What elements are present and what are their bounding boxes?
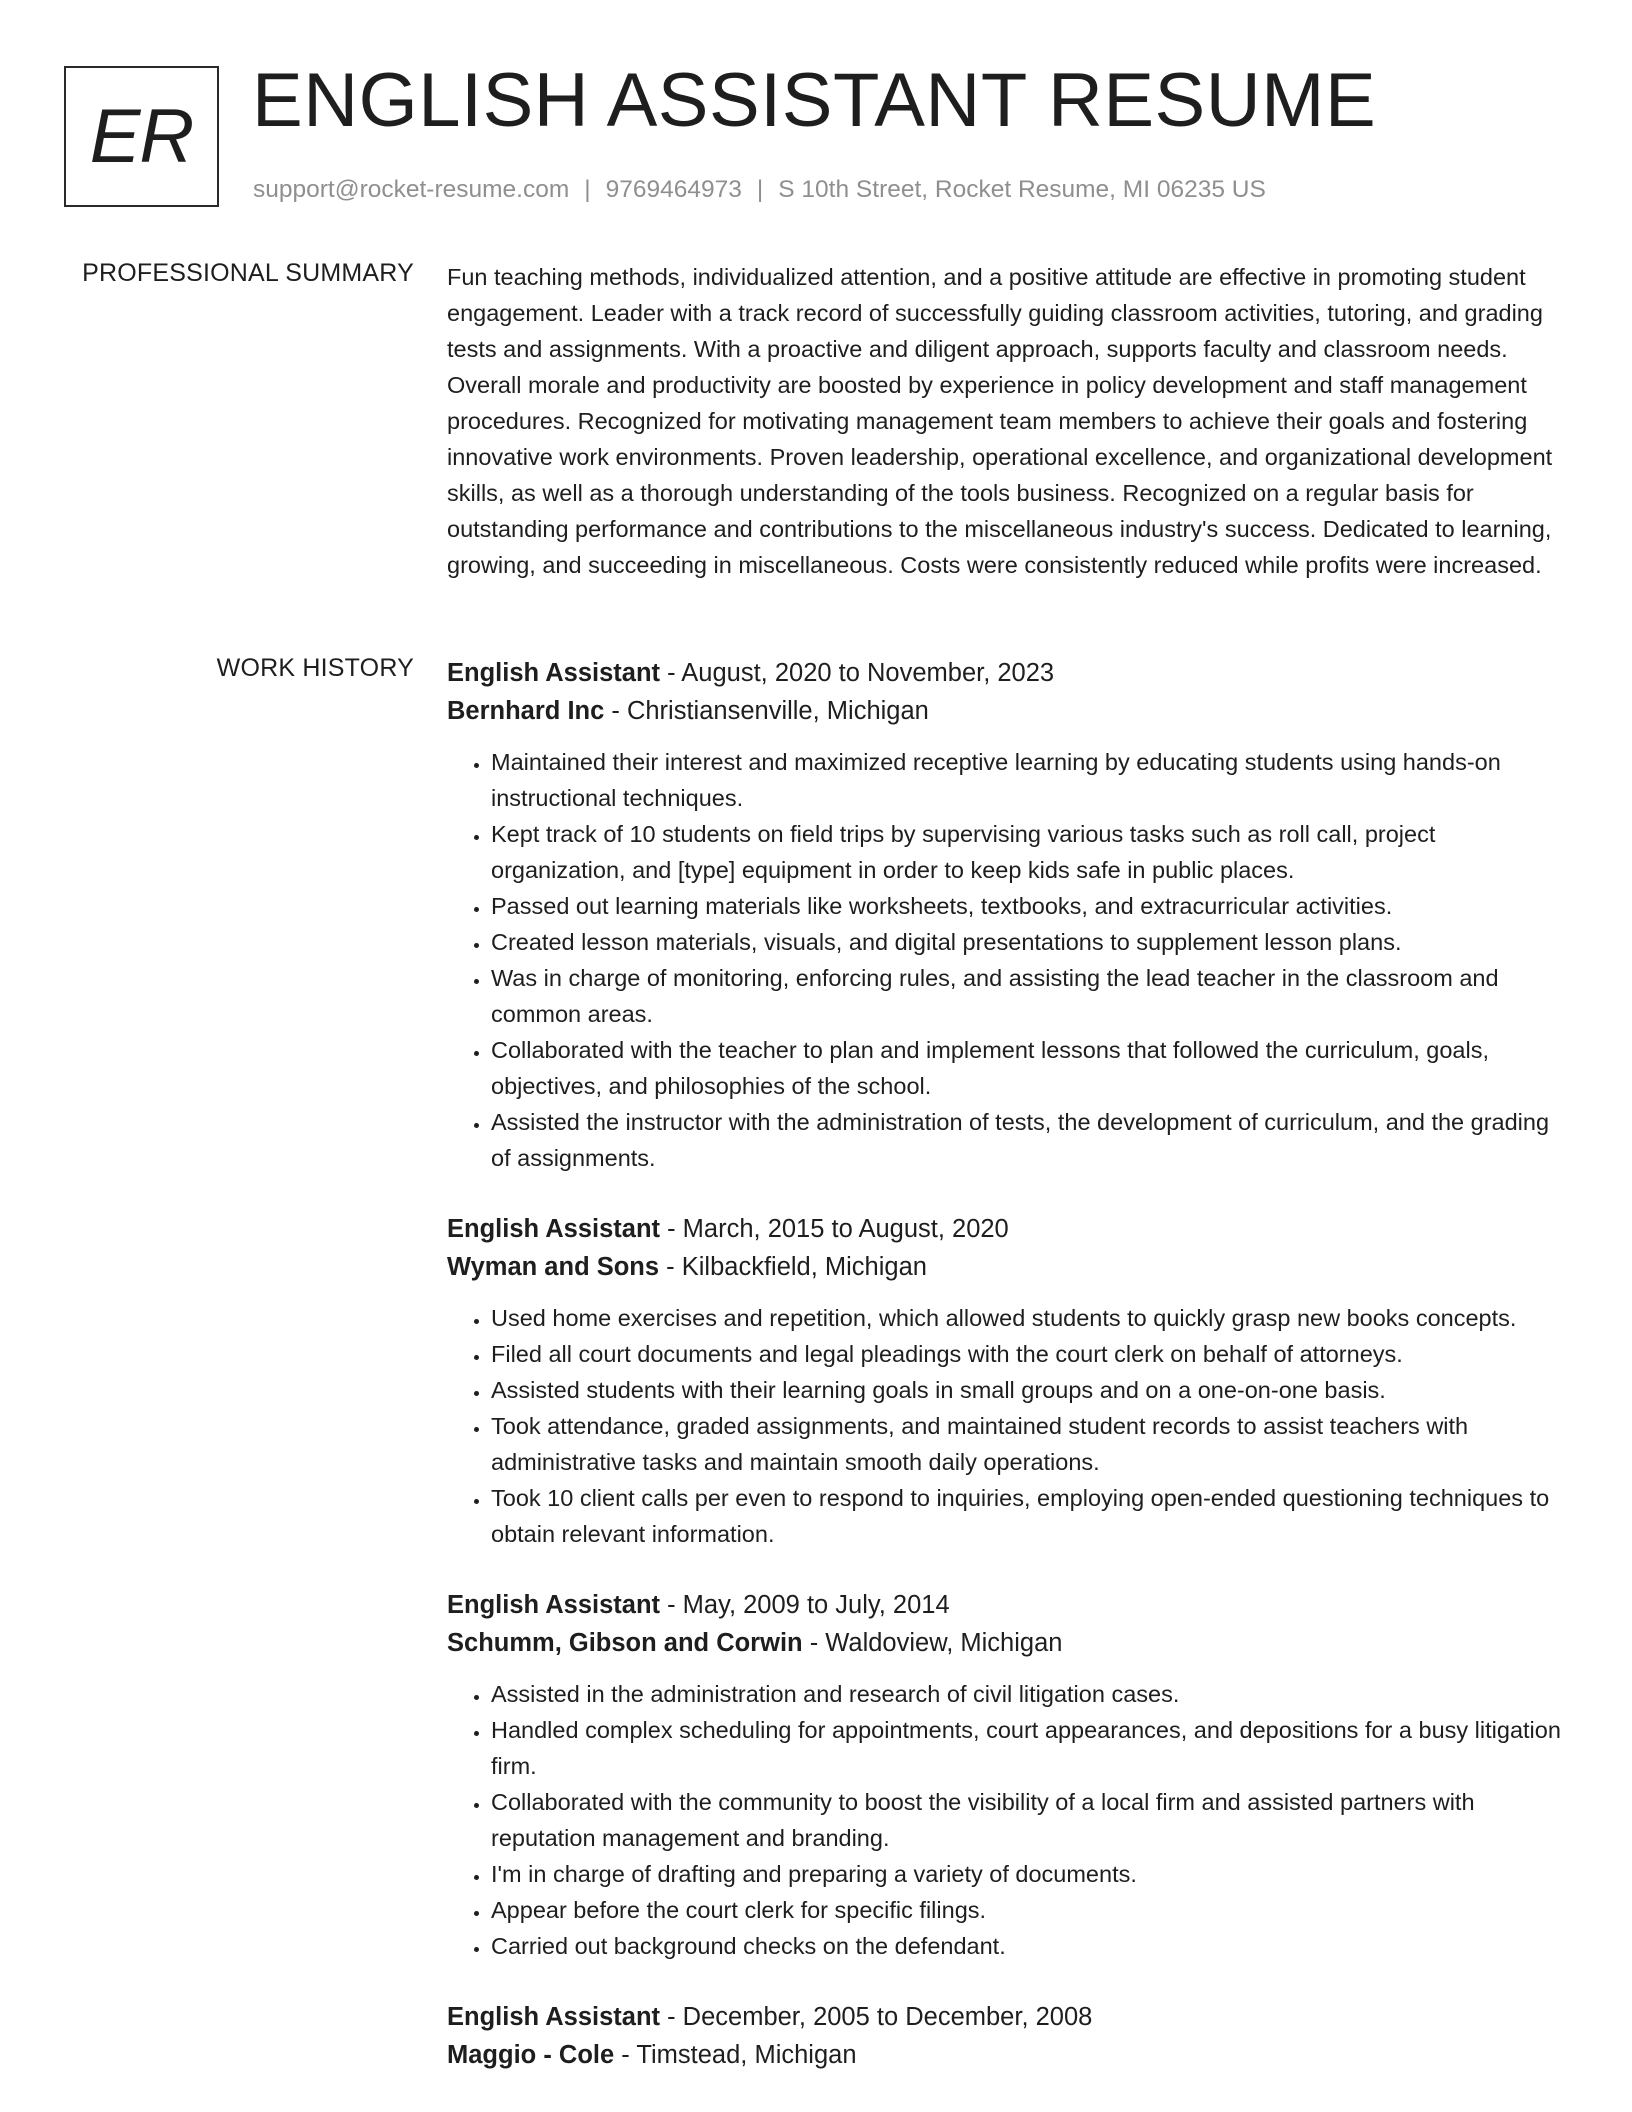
- job-dates: - August, 2020 to November, 2023: [660, 659, 1055, 687]
- section-label-work-history: WORK HISTORY: [216, 654, 414, 682]
- job-company: Bernhard Inc: [447, 697, 605, 725]
- job-bullet: • Took 10 client calls per even to respond to inquiries, employing open-ended questioning techniques to obtain relevant information.: [491, 1480, 1571, 1552]
- job-location: - Waldoview, Michigan: [802, 1629, 1063, 1657]
- job-bullets: [447, 744, 1571, 1176]
- job-bullet: • Kept track of 10 students on field trips by supervising various tasks such as roll call, project organization, and [type] equipment in order to keep kids safe in public places.: [491, 816, 1571, 888]
- job-bullet: • Passed out learning materials like worksheets, textbooks, and extracurricular activities.: [491, 888, 1571, 924]
- job-company-line: [447, 1624, 1571, 1662]
- job-bullet: • Handled complex scheduling for appointments, court appearances, and depositions for a busy litigation firm.: [491, 1712, 1571, 1784]
- job-company-line: [447, 1248, 1571, 1286]
- job-title: English Assistant: [447, 2003, 661, 2031]
- job-location: - Kilbackfield, Michigan: [659, 1253, 927, 1281]
- contact-line: [253, 174, 1266, 206]
- job-location: - Christiansenville, Michigan: [604, 697, 929, 725]
- job-bullet: • Used home exercises and repetition, which allowed students to quickly grasp new books concepts.: [491, 1300, 1571, 1336]
- summary-text: Fun teaching methods, individualized attention, and a positive attitude are effective in promoting student engagement. Leader with a track record of successfully guiding classroom activities, tutoring, and grading tests and assignments. With a proactive and diligent approach, supports faculty and classroom needs. Overall morale and productivity are boosted by experience in policy development and staff management procedures. Recognized for motivating management team members to achieve their goals and fostering innovative work environments. Proven leadership, operational excellence, and organizational development skills, as well as a thorough understanding of the tools business. Recognized on a regular basis for outstanding performance and contributions to the miscellaneous industry's success. Dedicated to learning, growing, and succeeding in miscellaneous. Costs were consistently reduced while profits were increased.: [447, 264, 1553, 578]
- job-title-line: [447, 1586, 1571, 1624]
- job-title: English Assistant: [447, 659, 661, 687]
- job-bullet: • Maintained their interest and maximized receptive learning by educating students using hands-on instructional techniques.: [491, 744, 1571, 816]
- job-bullet: • Created lesson materials, visuals, and digital presentations to supplement lesson plans.: [491, 924, 1571, 960]
- job-title-line: [447, 1210, 1571, 1248]
- contact-phone[interactable]: 9769464973: [605, 176, 742, 203]
- job-entry: [447, 1210, 1571, 1552]
- work-history-list: [447, 654, 1571, 2108]
- contact-email[interactable]: support@rocket-resume.com: [253, 176, 570, 203]
- job-bullet: • Assisted in the administration and research of civil litigation cases.: [491, 1676, 1571, 1712]
- job-company: Maggio - Cole: [447, 2041, 615, 2069]
- job-bullet: • Appear before the court clerk for specific filings.: [491, 1892, 1571, 1928]
- job-bullet: • Was in charge of monitoring, enforcing rules, and assisting the lead teacher in the classroom and common areas.: [491, 960, 1571, 1032]
- job-bullet: • Assisted the instructor with the administration of tests, the development of curriculum, and the grading of assignments.: [491, 1104, 1571, 1176]
- section-label-summary: PROFESSIONAL SUMMARY: [82, 259, 414, 287]
- job-entry: [447, 1586, 1571, 1964]
- job-bullet: • I'm in charge of drafting and preparing a variety of documents.: [491, 1856, 1571, 1892]
- job-company: Schumm, Gibson and Corwin: [447, 1629, 803, 1657]
- job-title-line: [447, 654, 1571, 692]
- job-company-line: [447, 692, 1571, 730]
- job-bullet: • Collaborated with the teacher to plan and implement lessons that followed the curriculum, goals, objectives, and philosophies of the school.: [491, 1032, 1571, 1104]
- job-bullet: • Assisted students with their learning goals in small groups and on a one-on-one basis.: [491, 1372, 1571, 1408]
- resume-title: ENGLISH ASSISTANT RESUME: [252, 58, 1377, 143]
- job-entry: [447, 654, 1571, 1176]
- job-bullet: • Took attendance, graded assignments, and maintained student records to assist teachers with administrative tasks and maintain smooth daily operations.: [491, 1408, 1571, 1480]
- contact-separator: |: [584, 176, 591, 203]
- job-bullet: • Carried out background checks on the defendant.: [491, 1928, 1571, 1964]
- job-dates: - May, 2009 to July, 2014: [660, 1591, 950, 1619]
- job-company-line: [447, 2036, 1571, 2074]
- contact-address: S 10th Street, Rocket Resume, MI 06235 US: [778, 176, 1266, 203]
- job-title: English Assistant: [447, 1215, 661, 1243]
- job-title: English Assistant: [447, 1591, 661, 1619]
- contact-separator: |: [756, 176, 764, 203]
- job-dates: - March, 2015 to August, 2020: [660, 1215, 1009, 1243]
- job-title-line: [447, 1998, 1571, 2036]
- job-dates: - December, 2005 to December, 2008: [660, 2003, 1093, 2031]
- monogram-logo: ER: [64, 66, 219, 207]
- job-location: - Timstead, Michigan: [614, 2041, 857, 2069]
- job-company: Wyman and Sons: [447, 1253, 660, 1281]
- job-entry: [447, 1998, 1571, 2074]
- job-bullets: [447, 1300, 1571, 1552]
- job-bullets: [447, 1676, 1571, 1964]
- job-bullet: • Filed all court documents and legal pleadings with the court clerk on behalf of attorneys.: [491, 1336, 1571, 1372]
- job-bullet: • Collaborated with the community to boost the visibility of a local firm and assisted partners with reputation management and branding.: [491, 1784, 1571, 1856]
